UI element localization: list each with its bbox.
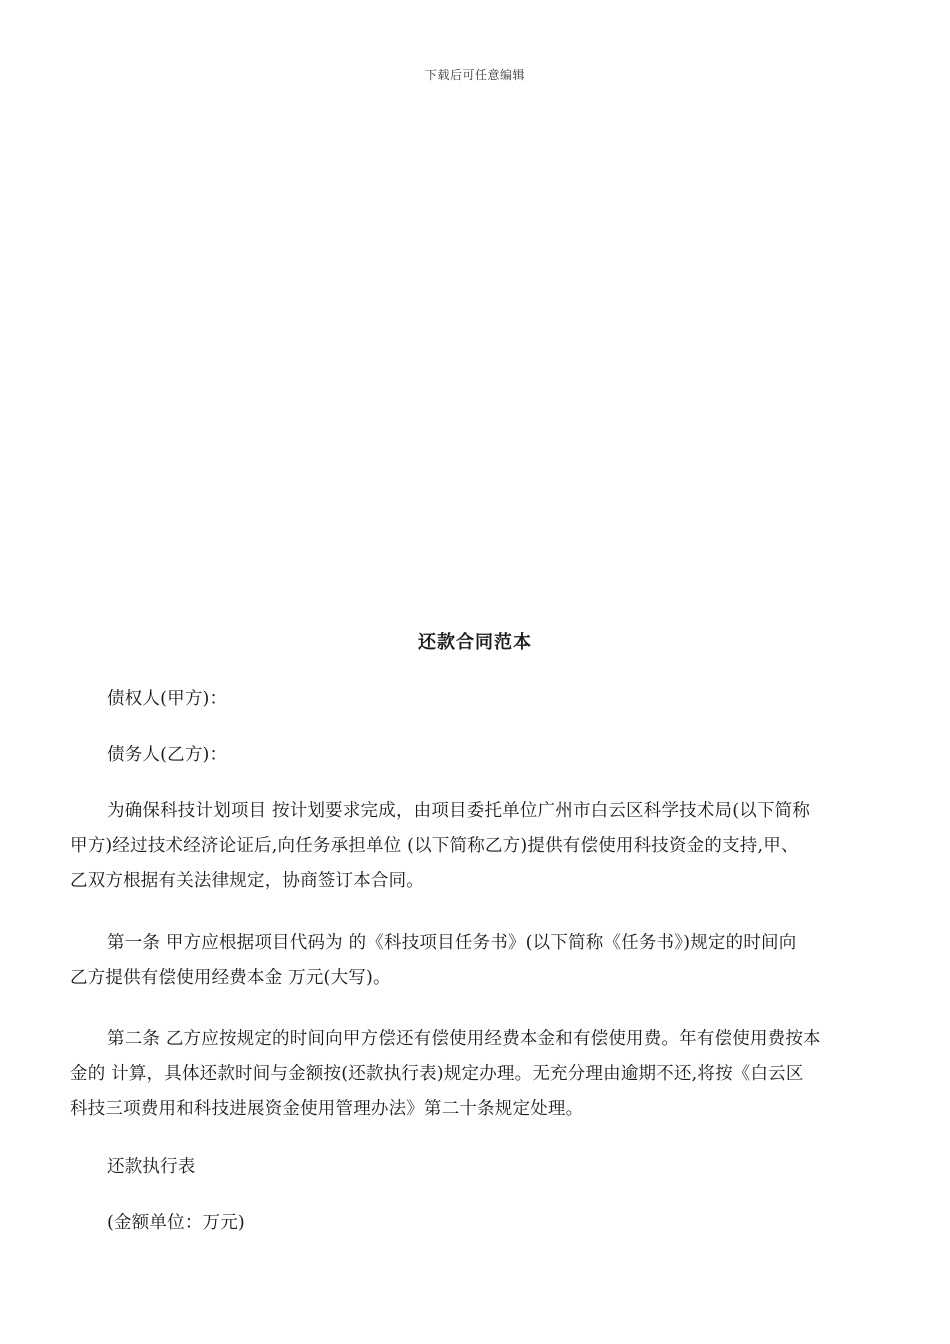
- amount-unit-text: (金额单位：万元): [107, 1213, 245, 1233]
- amount-unit-note: [70, 1206, 885, 1241]
- intro-line: 乙双方根据有关法律规定，协商签订本合同。: [70, 871, 424, 891]
- header-note: 下载后可任意编辑: [424, 68, 525, 82]
- repayment-table-title: [70, 1150, 885, 1185]
- article-1-line: 乙方提供有偿使用经费本金 万元(大写)。: [70, 968, 391, 988]
- article-2-line: 金的 计算，具体还款时间与金额按(还款执行表)规定办理。无充分理由逾期不还,将按《白云区: [70, 1064, 804, 1084]
- article-1-paragraph: [70, 926, 885, 996]
- article-2-line: 第二条 乙方应按规定的时间向甲方偿还有偿使用经费本金和有偿使用费。年有偿使用费按本: [107, 1029, 821, 1049]
- article-1-line: 第一条 甲方应根据项目代码为 的《科技项目任务书》(以下简称《任务书》)规定的时间向: [107, 933, 797, 953]
- debtor-text: 债务人(乙方)：: [107, 745, 228, 765]
- debtor-line: [70, 738, 885, 773]
- intro-paragraph: [70, 794, 885, 899]
- intro-line: 甲方)经过技术经济论证后,向任务承担单位 (以下简称乙方)提供有偿使用科技资金的支持,甲、: [70, 836, 799, 856]
- intro-line: 为确保科技计划项目 按计划要求完成，由项目委托单位广州市白云区科学技术局(以下简称: [107, 801, 811, 821]
- article-2-line: 科技三项费用和科技进展资金使用管理办法》第二十条规定处理。: [70, 1099, 584, 1119]
- document-title: 还款合同范本: [418, 632, 532, 653]
- creditor-text: 债权人(甲方)：: [107, 689, 228, 709]
- creditor-line: [70, 682, 885, 717]
- repayment-table-title-text: 还款执行表: [107, 1157, 196, 1177]
- article-2-paragraph: [70, 1022, 885, 1127]
